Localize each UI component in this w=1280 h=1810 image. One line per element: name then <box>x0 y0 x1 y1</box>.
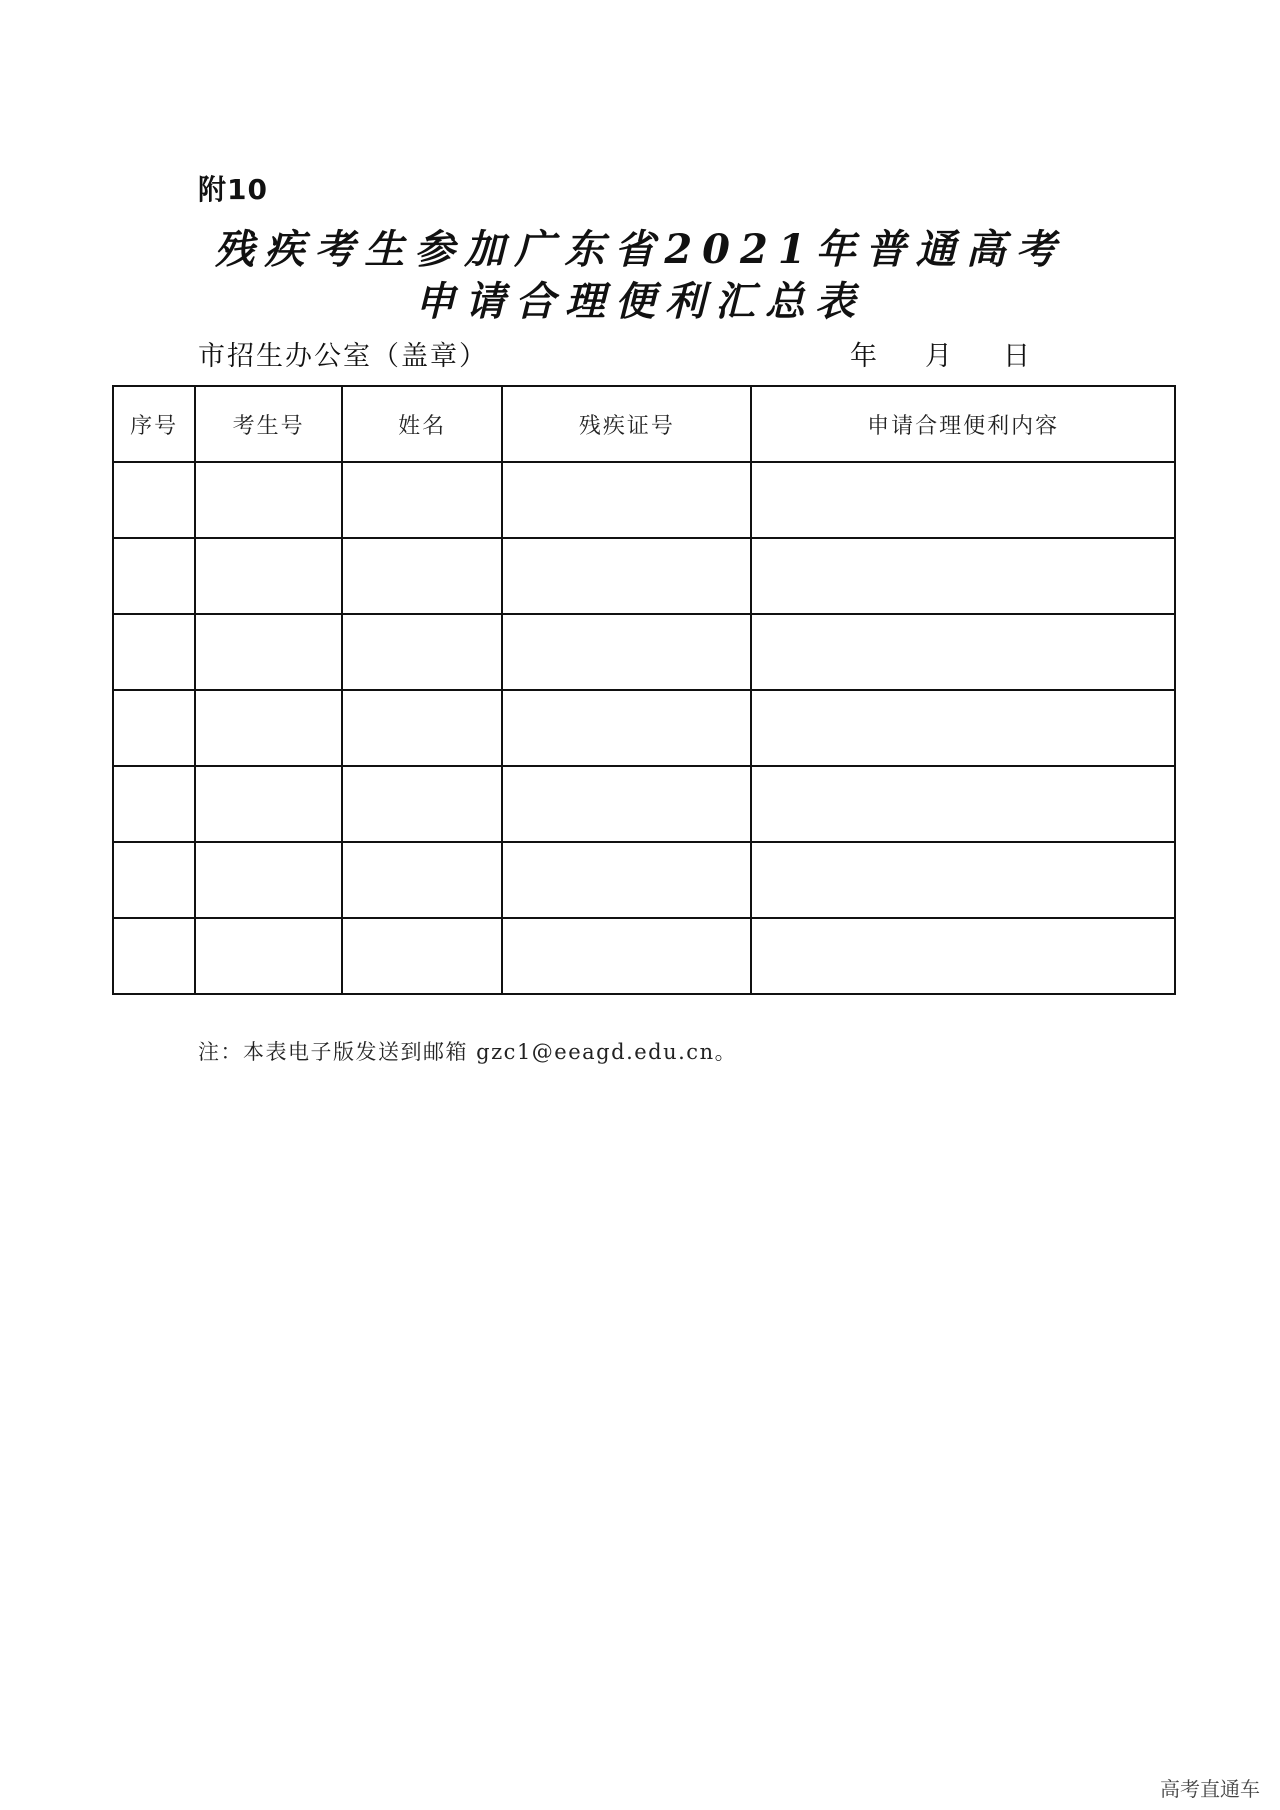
table-cell <box>195 766 342 842</box>
footnote: 注：本表电子版发送到邮箱 gzc1@eeagd.edu.cn。 <box>198 1040 738 1064</box>
table-cell <box>342 462 503 538</box>
table-cell <box>502 842 751 918</box>
header-name: 姓名 <box>342 386 503 462</box>
header-disability-cert-number: 残疾证号 <box>502 386 751 462</box>
table-cell <box>342 918 503 994</box>
table-body <box>113 462 1175 994</box>
table-cell <box>751 462 1175 538</box>
table-row <box>113 842 1175 918</box>
table-cell <box>502 462 751 538</box>
table-cell <box>342 842 503 918</box>
table-row <box>113 918 1175 994</box>
table-cell <box>502 538 751 614</box>
table-cell <box>751 690 1175 766</box>
attachment-label: 附10 <box>198 173 268 206</box>
date-year-label: 年 <box>850 341 877 372</box>
table-cell <box>342 690 503 766</box>
table-cell <box>502 614 751 690</box>
table-cell <box>751 918 1175 994</box>
table-cell <box>113 918 195 994</box>
table-cell <box>342 766 503 842</box>
table-cell <box>113 462 195 538</box>
table-cell <box>113 614 195 690</box>
table-cell <box>342 538 503 614</box>
table-row <box>113 538 1175 614</box>
table-cell <box>113 766 195 842</box>
header-accommodation-content: 申请合理便利内容 <box>751 386 1175 462</box>
table-cell <box>751 538 1175 614</box>
table-cell <box>113 538 195 614</box>
table-cell <box>195 842 342 918</box>
watermark-text: 高考直通车 <box>1160 1777 1260 1801</box>
summary-table <box>112 385 1176 995</box>
table-cell <box>342 614 503 690</box>
table-cell <box>113 690 195 766</box>
document-title-line-1: 残疾考生参加广东省2021年普通高考 <box>214 226 1066 273</box>
table-cell <box>751 766 1175 842</box>
table-cell <box>195 918 342 994</box>
table-cell <box>195 538 342 614</box>
table-cell <box>751 842 1175 918</box>
table-row <box>113 614 1175 690</box>
date-day-label: 日 <box>1003 341 1030 372</box>
table-cell <box>195 462 342 538</box>
date-line <box>850 334 1033 373</box>
table-cell <box>502 690 751 766</box>
table-row <box>113 690 1175 766</box>
table-header-row <box>113 386 1175 462</box>
table-row <box>113 462 1175 538</box>
document-title-line-2: 申请合理便利汇总表 <box>415 278 865 325</box>
table-cell <box>195 614 342 690</box>
table-row <box>113 766 1175 842</box>
table-cell <box>502 766 751 842</box>
table-cell <box>502 918 751 994</box>
header-seq: 序号 <box>113 386 195 462</box>
table-cell <box>113 842 195 918</box>
table-cell <box>195 690 342 766</box>
office-stamp-label: 市招生办公室（盖章） <box>198 341 488 372</box>
header-candidate-number: 考生号 <box>195 386 342 462</box>
table-cell <box>751 614 1175 690</box>
date-month-label: 月 <box>925 341 952 372</box>
